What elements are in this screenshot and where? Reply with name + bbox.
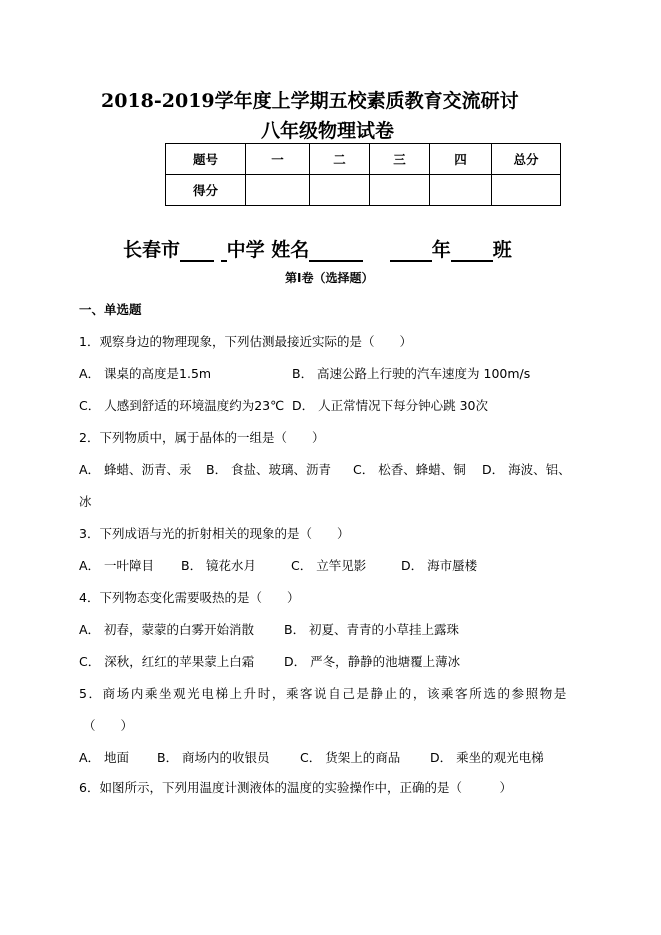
score-input[interactable]: [370, 175, 430, 206]
question-stem: 4．下列物态变化需要吸热的是（ ）: [79, 590, 300, 605]
option-b[interactable]: B． 高速公路上行驶的汽车速度为 100m/s: [292, 366, 531, 381]
option-b[interactable]: B． 镜花水月: [181, 558, 257, 573]
class-blank[interactable]: [451, 242, 493, 262]
question-stem: 1．观察身边的物理现象，下列估测最接近实际的是（ ）: [79, 334, 412, 349]
option-d[interactable]: D． 人正常情况下每分钟心跳 30次: [292, 398, 488, 413]
option-a[interactable]: A． 课桌的高度是1.5m: [79, 366, 212, 381]
question-stem: 5．商场内乘坐观光电梯上升时，乘客说自己是静止的，该乘客所选的参照物是: [79, 686, 568, 701]
table-cell: 四: [430, 144, 492, 175]
option-d[interactable]: D． 海波、铝、: [482, 462, 571, 477]
table-cell: 三: [370, 144, 430, 175]
score-input[interactable]: [310, 175, 370, 206]
score-input[interactable]: [246, 175, 310, 206]
option-b[interactable]: B． 食盐、玻璃、沥青: [206, 462, 332, 477]
grade-blank[interactable]: [390, 242, 432, 262]
option-a[interactable]: A． 地面: [79, 750, 130, 765]
table-row: [166, 175, 561, 206]
option-c[interactable]: C． 人感到舒适的环境温度约为23℃: [79, 398, 285, 413]
table-cell: 一: [246, 144, 310, 175]
name-label: 姓名: [271, 239, 310, 261]
answer-bracket: （ ）: [83, 718, 134, 733]
option-b[interactable]: B． 初夏、青青的小草挂上露珠: [284, 622, 460, 637]
option-b[interactable]: B． 商场内的收银员: [157, 750, 270, 765]
option-c[interactable]: C． 深秋，红红的苹果蒙上白霜: [79, 654, 255, 669]
question-stem: 3．下列成语与光的折射相关的现象的是（ ）: [79, 526, 350, 541]
option-d[interactable]: D． 严冬，静静的池塘覆上薄冰: [284, 654, 461, 669]
option-a[interactable]: A． 一叶障目: [79, 558, 155, 573]
option-c[interactable]: C． 货架上的商品: [300, 750, 401, 765]
section-title: 一、单选题: [79, 302, 142, 317]
name-blank[interactable]: [309, 242, 363, 262]
school-label: 中学: [226, 239, 265, 261]
exam-title: 2018-2019学年度上学期五校素质教育交流研讨: [101, 90, 519, 112]
option-c[interactable]: C． 立竿见影: [291, 558, 367, 573]
option-wrap-text: 冰: [79, 494, 92, 509]
exam-subtitle: 八年级物理试卷: [261, 120, 395, 142]
class-label: 班: [492, 239, 512, 261]
table-row: [166, 144, 561, 175]
option-d[interactable]: D． 海市蜃楼: [401, 558, 478, 573]
option-a[interactable]: A． 蜂蜡、沥青、汞: [79, 462, 192, 477]
part-title: 第I卷（选择题）: [285, 271, 374, 285]
score-table: [165, 143, 561, 206]
city-blank[interactable]: [180, 242, 214, 262]
option-a[interactable]: A． 初春，蒙蒙的白雾开始消散: [79, 622, 255, 637]
question-stem: 6．如图所示，下列用温度计测液体的温度的实验操作中，正确的是（ ）: [79, 780, 512, 795]
question-stem: 2．下列物质中，属于晶体的一组是（ ）: [79, 430, 325, 445]
student-info-line: [123, 235, 512, 262]
grade-label: 年: [431, 239, 451, 261]
city-label: 长春市: [123, 239, 181, 261]
option-c[interactable]: C． 松香、蜂蜡、铜: [353, 462, 466, 477]
table-cell: 题号: [166, 144, 246, 175]
table-cell: 总分: [492, 144, 561, 175]
option-d[interactable]: D． 乘坐的观光电梯: [430, 750, 544, 765]
table-cell: 得分: [166, 175, 246, 206]
score-input[interactable]: [430, 175, 492, 206]
table-cell: 二: [310, 144, 370, 175]
score-input[interactable]: [492, 175, 561, 206]
